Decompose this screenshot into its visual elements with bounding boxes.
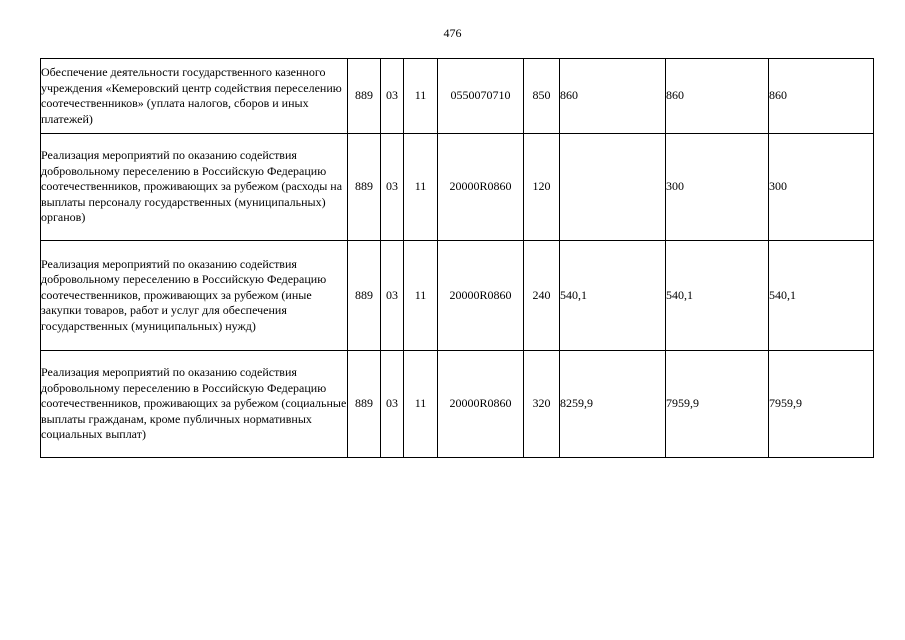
expense-type-code: 120: [524, 134, 560, 241]
row-description: Обеспечение деятельности государственного казенного учреждения «Кемеровский центр содействия переселению соотечественников» (уплата налогов, сборов и иных платежей): [41, 59, 348, 134]
section-code: 03: [381, 351, 404, 458]
target-article-code: 20000R0860: [438, 351, 524, 458]
subsection-code: 11: [404, 241, 438, 351]
page-number: 476: [443, 26, 462, 40]
amount-year-3: 300: [769, 134, 874, 241]
row-description: Реализация мероприятий по оказанию содействия добровольному переселению в Российскую Федерацию соотечественников, проживающих за рубежом (социальные выплаты гражданам, кроме публичных нормативных социальных выплат): [41, 351, 348, 458]
budget-table: [40, 58, 874, 458]
amount-year-3: 860: [769, 59, 874, 134]
ministry-code: 889: [348, 241, 381, 351]
amount-year-1: [560, 134, 666, 241]
amount-year-1: 860: [560, 59, 666, 134]
amount-year-2: 860: [666, 59, 769, 134]
target-article-code: 0550070710: [438, 59, 524, 134]
table-row: [41, 59, 874, 134]
section-code: 03: [381, 134, 404, 241]
subsection-code: 11: [404, 134, 438, 241]
section-code: 03: [381, 241, 404, 351]
amount-year-2: 540,1: [666, 241, 769, 351]
table-row: [41, 351, 874, 458]
expense-type-code: 850: [524, 59, 560, 134]
section-code: 03: [381, 59, 404, 134]
subsection-code: 11: [404, 59, 438, 134]
target-article-code: 20000R0860: [438, 134, 524, 241]
subsection-code: 11: [404, 351, 438, 458]
row-description: Реализация мероприятий по оказанию содействия добровольному переселению в Российскую Федерацию соотечественников, проживающих за рубежом (расходы на выплаты персоналу государственных (муниципальных) органов): [41, 134, 348, 241]
ministry-code: 889: [348, 351, 381, 458]
target-article-code: 20000R0860: [438, 241, 524, 351]
table-row: [41, 241, 874, 351]
expense-type-code: 240: [524, 241, 560, 351]
amount-year-2: 300: [666, 134, 769, 241]
ministry-code: 889: [348, 134, 381, 241]
ministry-code: 889: [348, 59, 381, 134]
amount-year-3: 7959,9: [769, 351, 874, 458]
amount-year-3: 540,1: [769, 241, 874, 351]
amount-year-1: 540,1: [560, 241, 666, 351]
table-row: [41, 134, 874, 241]
expense-type-code: 320: [524, 351, 560, 458]
amount-year-1: 8259,9: [560, 351, 666, 458]
row-description: Реализация мероприятий по оказанию содействия добровольному переселению в Российскую Федерацию соотечественников, проживающих за рубежом (иные закупки товаров, работ и услуг для обеспечения государственных (муниципальных) нужд): [41, 241, 348, 351]
amount-year-2: 7959,9: [666, 351, 769, 458]
